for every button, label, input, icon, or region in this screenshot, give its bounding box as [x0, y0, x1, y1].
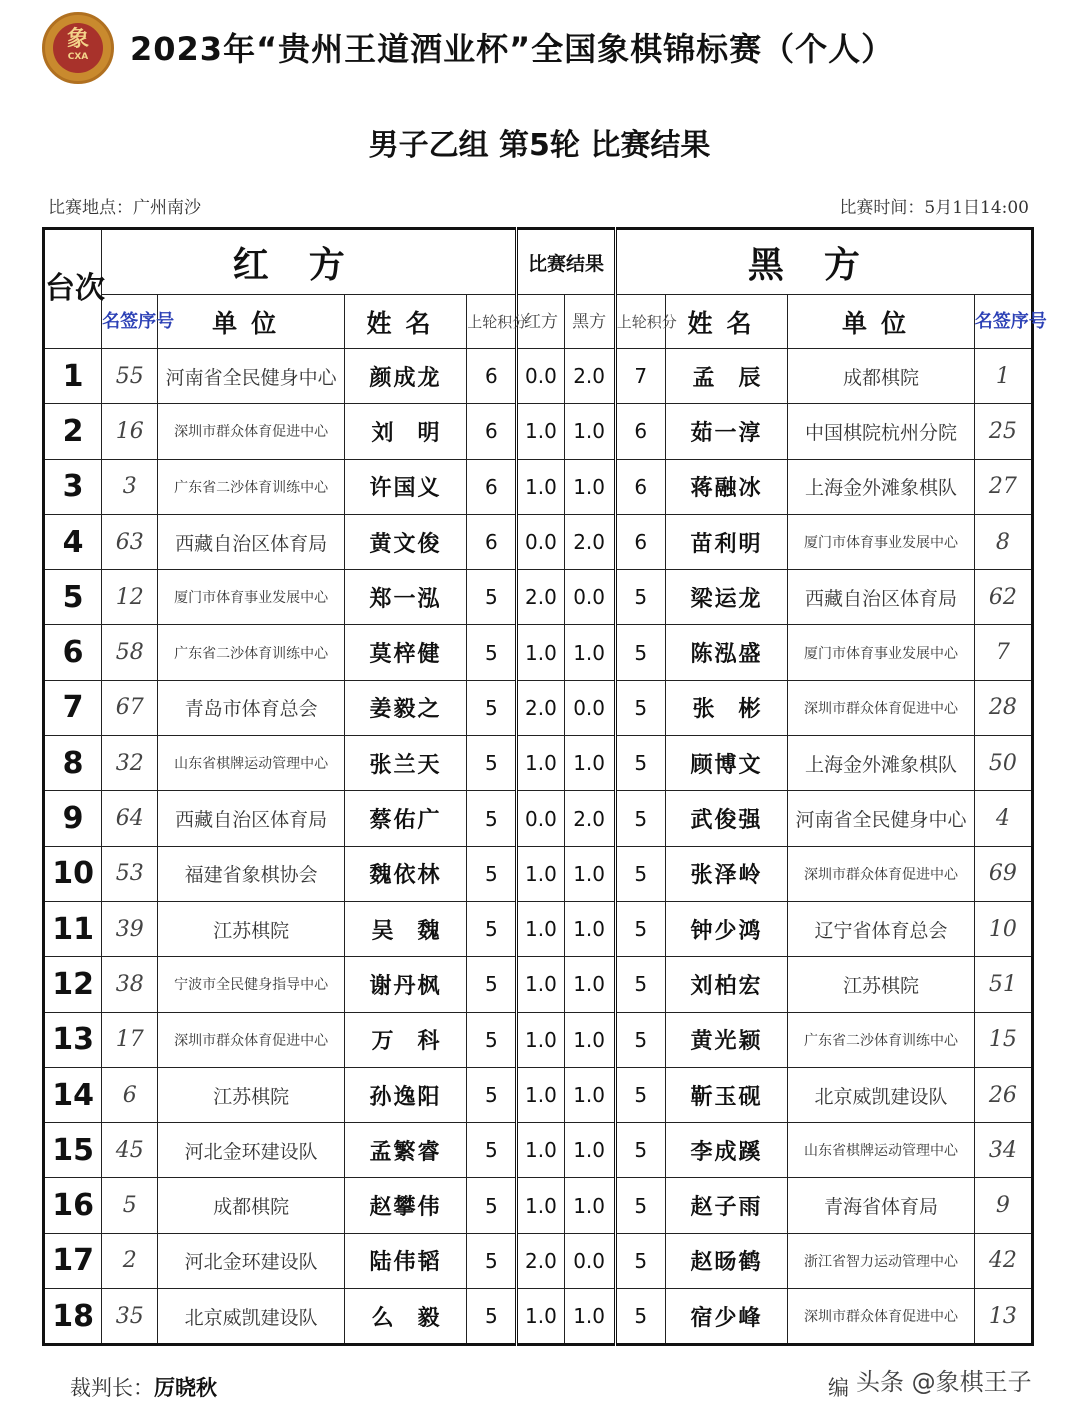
- red-seed: 5: [102, 1178, 158, 1233]
- black-side-header: 黑方: [615, 229, 1032, 295]
- black-result: 1.0: [564, 625, 615, 680]
- red-seed: 58: [102, 625, 158, 680]
- red-result: 1.0: [517, 1012, 564, 1067]
- red-unit-header: 单位: [158, 295, 345, 349]
- black-name: 蒋融冰: [665, 459, 787, 514]
- red-name: 蔡佑广: [344, 791, 466, 846]
- red-prev-score: 5: [467, 1012, 517, 1067]
- red-result: 0.0: [517, 791, 564, 846]
- black-seed: 50: [974, 736, 1032, 791]
- red-prev-score: 5: [467, 570, 517, 625]
- red-unit: 河南省全民健身中心: [158, 349, 345, 404]
- black-prev-score: 6: [615, 514, 665, 569]
- black-result: 1.0: [564, 404, 615, 459]
- table-row: [44, 1289, 1033, 1345]
- red-prev-score: 5: [467, 1233, 517, 1288]
- board-number: 12: [44, 957, 102, 1012]
- red-unit: 河北金环建设队: [158, 1123, 345, 1178]
- black-name: 陈泓盛: [665, 625, 787, 680]
- board-number: 14: [44, 1067, 102, 1122]
- board-number: 5: [44, 570, 102, 625]
- red-unit: 福建省象棋协会: [158, 846, 345, 901]
- table-row: [44, 459, 1033, 514]
- red-prev-score: 5: [467, 957, 517, 1012]
- black-prev-score: 5: [615, 901, 665, 956]
- black-prev-score: 5: [615, 1067, 665, 1122]
- black-prev-score: 5: [615, 680, 665, 735]
- black-unit: 青海省体育局: [788, 1178, 975, 1233]
- black-seed: 69: [974, 846, 1032, 901]
- black-unit: 河南省全民健身中心: [788, 791, 975, 846]
- black-result: 1.0: [564, 1012, 615, 1067]
- red-name: 许国义: [344, 459, 466, 514]
- board-number: 15: [44, 1123, 102, 1178]
- red-unit: 北京威凯建设队: [158, 1289, 345, 1345]
- red-name-header: 姓名: [344, 295, 466, 349]
- result-header: 比赛结果: [517, 229, 615, 295]
- red-unit: 广东省二沙体育训练中心: [158, 459, 345, 514]
- table-row: [44, 514, 1033, 569]
- red-seed: 45: [102, 1123, 158, 1178]
- red-result: 1.0: [517, 404, 564, 459]
- black-unit: 深圳市群众体育促进中心: [788, 680, 975, 735]
- red-prev-score: 5: [467, 736, 517, 791]
- black-unit: 上海金外滩象棋队: [788, 736, 975, 791]
- red-name: 赵攀伟: [344, 1178, 466, 1233]
- time-text: 比赛时间：5月1日14:00: [839, 198, 1029, 218]
- logo-text: CXA: [67, 52, 89, 62]
- black-name: 刘柏宏: [665, 957, 787, 1012]
- red-unit: 宁波市全民健身指导中心: [158, 957, 345, 1012]
- black-name: 顾博文: [665, 736, 787, 791]
- black-unit: 西藏自治区体育局: [788, 570, 975, 625]
- black-result: 1.0: [564, 957, 615, 1012]
- red-side-header: 红方: [102, 229, 517, 295]
- table-row: [44, 404, 1033, 459]
- red-seed: 67: [102, 680, 158, 735]
- board-number: 2: [44, 404, 102, 459]
- red-result: 1.0: [517, 1123, 564, 1178]
- black-prev-score: 5: [615, 846, 665, 901]
- red-seed: 53: [102, 846, 158, 901]
- red-result: 1.0: [517, 846, 564, 901]
- red-prev-score: 5: [467, 791, 517, 846]
- black-prev-score: 7: [615, 349, 665, 404]
- red-result: 1.0: [517, 1289, 564, 1345]
- red-prev-score: 5: [467, 1289, 517, 1345]
- red-unit: 深圳市群众体育促进中心: [158, 1012, 345, 1067]
- black-result: 1.0: [564, 846, 615, 901]
- black-result: 1.0: [564, 1289, 615, 1345]
- red-unit: 成都棋院: [158, 1178, 345, 1233]
- red-result: 2.0: [517, 570, 564, 625]
- logo-glyph: 象: [66, 27, 89, 52]
- board-number: 16: [44, 1178, 102, 1233]
- table-row: [44, 901, 1033, 956]
- red-seed: 39: [102, 901, 158, 956]
- black-seed: 1: [974, 349, 1032, 404]
- table-row: [44, 1012, 1033, 1067]
- venue-text: 比赛地点：广州南沙: [48, 198, 201, 218]
- page-title: 2023年“贵州王道酒业杯”全国象棋锦标赛（个人）: [130, 30, 895, 68]
- black-name: 孟辰: [665, 349, 787, 404]
- black-result: 1.0: [564, 901, 615, 956]
- red-prev-score: 5: [467, 1178, 517, 1233]
- red-prev-score: 6: [467, 514, 517, 569]
- board-number: 10: [44, 846, 102, 901]
- red-seed: 35: [102, 1289, 158, 1345]
- black-result: 1.0: [564, 459, 615, 514]
- black-name: 梁运龙: [665, 570, 787, 625]
- board-header: 台次: [44, 229, 102, 349]
- black-unit: 江苏棋院: [788, 957, 975, 1012]
- black-name: 宿少峰: [665, 1289, 787, 1345]
- board-number: 4: [44, 514, 102, 569]
- red-seed: 17: [102, 1012, 158, 1067]
- black-unit: 深圳市群众体育促进中心: [788, 1289, 975, 1345]
- red-result-header: 红方: [517, 295, 564, 349]
- black-seed: 27: [974, 459, 1032, 514]
- table-row: [44, 736, 1033, 791]
- table-row: [44, 349, 1033, 404]
- black-seed: 25: [974, 404, 1032, 459]
- black-unit: 厦门市体育事业发展中心: [788, 625, 975, 680]
- black-prev-score-header: 上轮积分: [615, 295, 665, 349]
- black-seed: 9: [974, 1178, 1032, 1233]
- black-name: 赵子雨: [665, 1178, 787, 1233]
- black-result-header: 黑方: [564, 295, 615, 349]
- black-prev-score: 5: [615, 1123, 665, 1178]
- black-seed: 42: [974, 1233, 1032, 1288]
- red-name: 魏依林: [344, 846, 466, 901]
- black-name: 张泽岭: [665, 846, 787, 901]
- editor-label: 编: [828, 1376, 849, 1400]
- board-number: 9: [44, 791, 102, 846]
- red-name: 黄文俊: [344, 514, 466, 569]
- red-name: 陆伟韬: [344, 1233, 466, 1288]
- red-seed: 64: [102, 791, 158, 846]
- referee-label: 裁判长：: [70, 1376, 154, 1400]
- red-prev-score: 5: [467, 1123, 517, 1178]
- black-result: 1.0: [564, 1123, 615, 1178]
- black-seed: 15: [974, 1012, 1032, 1067]
- black-seed-header: 名签序号: [974, 295, 1032, 349]
- black-seed: 7: [974, 625, 1032, 680]
- black-prev-score: 5: [615, 1012, 665, 1067]
- red-prev-score: 5: [467, 1067, 517, 1122]
- red-name: 姜毅之: [344, 680, 466, 735]
- black-unit: 厦门市体育事业发展中心: [788, 514, 975, 569]
- black-result: 0.0: [564, 1233, 615, 1288]
- red-seed: 16: [102, 404, 158, 459]
- black-prev-score: 5: [615, 1233, 665, 1288]
- black-unit: 中国棋院杭州分院: [788, 404, 975, 459]
- red-prev-score: 6: [467, 349, 517, 404]
- black-result: 1.0: [564, 1178, 615, 1233]
- black-result: 2.0: [564, 514, 615, 569]
- red-seed: 38: [102, 957, 158, 1012]
- red-name: 刘明: [344, 404, 466, 459]
- black-prev-score: 5: [615, 625, 665, 680]
- black-seed: 34: [974, 1123, 1032, 1178]
- red-prev-score: 6: [467, 459, 517, 514]
- red-unit: 山东省棋牌运动管理中心: [158, 736, 345, 791]
- black-seed: 26: [974, 1067, 1032, 1122]
- black-name: 钟少鸿: [665, 901, 787, 956]
- red-name: 郑一泓: [344, 570, 466, 625]
- red-name: 谢丹枫: [344, 957, 466, 1012]
- red-unit: 西藏自治区体育局: [158, 514, 345, 569]
- black-result: 1.0: [564, 736, 615, 791]
- referee-name: 厉晓秋: [154, 1375, 217, 1400]
- black-result: 0.0: [564, 570, 615, 625]
- black-result: 2.0: [564, 791, 615, 846]
- red-unit: 厦门市体育事业发展中心: [158, 570, 345, 625]
- black-name: 靳玉砚: [665, 1067, 787, 1122]
- table-row: [44, 625, 1033, 680]
- black-name: 赵旸鹤: [665, 1233, 787, 1288]
- black-prev-score: 6: [615, 404, 665, 459]
- red-result: 0.0: [517, 349, 564, 404]
- red-seed: 2: [102, 1233, 158, 1288]
- red-name: 孟繁睿: [344, 1123, 466, 1178]
- red-seed: 63: [102, 514, 158, 569]
- board-number: 18: [44, 1289, 102, 1345]
- black-seed: 28: [974, 680, 1032, 735]
- board-number: 3: [44, 459, 102, 514]
- table-row: [44, 957, 1033, 1012]
- red-seed: 3: [102, 459, 158, 514]
- black-prev-score: 5: [615, 1289, 665, 1345]
- red-name: 么毅: [344, 1289, 466, 1345]
- black-name: 张彬: [665, 680, 787, 735]
- table-row: [44, 680, 1033, 735]
- black-name: 苗利明: [665, 514, 787, 569]
- black-seed: 51: [974, 957, 1032, 1012]
- black-name: 黄光颖: [665, 1012, 787, 1067]
- red-prev-score-header: 上轮积分: [467, 295, 517, 349]
- page-subtitle: 男子乙组 第5轮 比赛结果: [368, 128, 711, 163]
- red-unit: 江苏棋院: [158, 1067, 345, 1122]
- red-result: 1.0: [517, 1067, 564, 1122]
- red-unit: 西藏自治区体育局: [158, 791, 345, 846]
- black-name: 李成蹊: [665, 1123, 787, 1178]
- table-row: [44, 846, 1033, 901]
- black-unit: 山东省棋牌运动管理中心: [788, 1123, 975, 1178]
- red-seed-header: 名签序号: [102, 295, 158, 349]
- red-prev-score: 5: [467, 901, 517, 956]
- black-name: 武俊强: [665, 791, 787, 846]
- black-result: 0.0: [564, 680, 615, 735]
- red-name: 莫梓健: [344, 625, 466, 680]
- watermark: 头条 @象棋王子: [856, 1368, 1032, 1396]
- black-result: 2.0: [564, 349, 615, 404]
- red-name: 万科: [344, 1012, 466, 1067]
- red-seed: 6: [102, 1067, 158, 1122]
- board-number: 13: [44, 1012, 102, 1067]
- black-result: 1.0: [564, 1067, 615, 1122]
- red-seed: 12: [102, 570, 158, 625]
- red-name: 吴魏: [344, 901, 466, 956]
- board-number: 11: [44, 901, 102, 956]
- table-row: [44, 1178, 1033, 1233]
- red-name: 张兰天: [344, 736, 466, 791]
- red-unit: 河北金环建设队: [158, 1233, 345, 1288]
- red-unit: 青岛市体育总会: [158, 680, 345, 735]
- table-row: [44, 570, 1033, 625]
- table-row: [44, 1123, 1033, 1178]
- black-seed: 10: [974, 901, 1032, 956]
- black-prev-score: 5: [615, 791, 665, 846]
- black-unit: 上海金外滩象棋队: [788, 459, 975, 514]
- table-row: [44, 791, 1033, 846]
- logo-emblem: [53, 23, 103, 73]
- red-result: 1.0: [517, 459, 564, 514]
- red-result: 1.0: [517, 625, 564, 680]
- red-prev-score: 5: [467, 680, 517, 735]
- black-name-header: 姓名: [665, 295, 787, 349]
- black-unit: 深圳市群众体育促进中心: [788, 846, 975, 901]
- black-seed: 8: [974, 514, 1032, 569]
- black-prev-score: 6: [615, 459, 665, 514]
- red-result: 2.0: [517, 1233, 564, 1288]
- red-result: 0.0: [517, 514, 564, 569]
- red-prev-score: 5: [467, 846, 517, 901]
- black-unit: 辽宁省体育总会: [788, 901, 975, 956]
- black-prev-score: 5: [615, 570, 665, 625]
- red-result: 2.0: [517, 680, 564, 735]
- red-result: 1.0: [517, 957, 564, 1012]
- black-unit-header: 单位: [788, 295, 975, 349]
- black-seed: 4: [974, 791, 1032, 846]
- cxa-logo: [42, 12, 114, 84]
- red-unit: 广东省二沙体育训练中心: [158, 625, 345, 680]
- red-result: 1.0: [517, 736, 564, 791]
- red-unit: 深圳市群众体育促进中心: [158, 404, 345, 459]
- board-number: 8: [44, 736, 102, 791]
- red-result: 1.0: [517, 901, 564, 956]
- black-unit: 广东省二沙体育训练中心: [788, 1012, 975, 1067]
- red-name: 颜成龙: [344, 349, 466, 404]
- table-row: [44, 1067, 1033, 1122]
- board-number: 1: [44, 349, 102, 404]
- red-seed: 55: [102, 349, 158, 404]
- board-number: 6: [44, 625, 102, 680]
- table-row: [44, 1233, 1033, 1288]
- results-body: [44, 349, 1033, 1345]
- red-prev-score: 6: [467, 404, 517, 459]
- red-prev-score: 5: [467, 625, 517, 680]
- red-result: 1.0: [517, 1178, 564, 1233]
- black-unit: 成都棋院: [788, 349, 975, 404]
- red-unit: 江苏棋院: [158, 901, 345, 956]
- referee-line: [70, 1372, 217, 1402]
- red-name: 孙逸阳: [344, 1067, 466, 1122]
- black-prev-score: 5: [615, 736, 665, 791]
- black-seed: 62: [974, 570, 1032, 625]
- board-number: 7: [44, 680, 102, 735]
- red-seed: 32: [102, 736, 158, 791]
- black-name: 茹一淳: [665, 404, 787, 459]
- black-prev-score: 5: [615, 1178, 665, 1233]
- board-number: 17: [44, 1233, 102, 1288]
- black-unit: 北京威凯建设队: [788, 1067, 975, 1122]
- results-table: [42, 227, 1047, 1346]
- black-seed: 13: [974, 1289, 1032, 1345]
- black-prev-score: 5: [615, 957, 665, 1012]
- black-unit: 浙江省智力运动管理中心: [788, 1233, 975, 1288]
